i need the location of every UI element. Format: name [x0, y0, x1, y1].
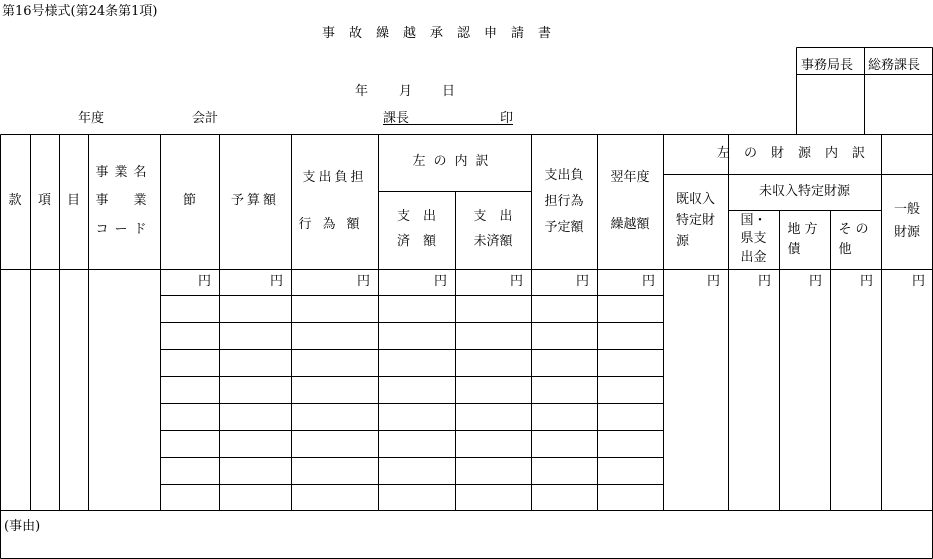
account-label: 会計 [192, 111, 219, 126]
col-shishutsu: 支出負担 行為額 [298, 169, 371, 232]
section-chief-label: 課長 [383, 111, 410, 126]
col-kurikoshi: 翌年度 繰越額 [610, 169, 650, 232]
unit-kurikoshi: 円 [642, 274, 656, 289]
approval-head-label: 事務局長 [801, 58, 854, 73]
unit-ippan: 円 [912, 274, 926, 289]
col-kishu: 既収入 特定財 源 [675, 192, 715, 249]
col-ippan: 一般 財源 [893, 202, 920, 240]
approval-manager-label: 総務課長 [868, 58, 921, 73]
unit-chiho: 円 [809, 274, 823, 289]
date-month: 月 [399, 84, 413, 99]
col-chiho: 地方 債 [787, 222, 822, 257]
seal-label: 印 [499, 111, 513, 126]
col-kuni: 国・ 県支 出金 [740, 213, 767, 265]
date-year: 年 [355, 84, 369, 99]
unit-shishutsuzumi: 円 [434, 274, 448, 289]
date-day: 日 [442, 84, 456, 99]
unit-setsu: 円 [198, 274, 212, 289]
unit-kishu: 円 [707, 274, 721, 289]
form-title: 事故繰越承認申請書 [322, 26, 566, 41]
unit-yosan: 円 [270, 274, 284, 289]
unit-shishutsu: 円 [357, 274, 371, 289]
col-jigyo: 事業名 事 業 コード [95, 164, 153, 237]
fiscal-year-label: 年度 [78, 111, 105, 126]
col-uchiwake: 左の内訳 [412, 154, 497, 170]
col-yotei: 支出負 担行為 予定額 [544, 167, 584, 235]
col-mizai: 支 出 未済額 [473, 209, 513, 249]
unit-sonota: 円 [860, 274, 874, 289]
unit-mizai: 円 [510, 274, 524, 289]
col-kou: 項 [37, 193, 51, 209]
col-zaigen: 左の財源内訳 [716, 145, 879, 161]
col-moku: 目 [66, 193, 80, 209]
form-number: 第16号様式(第24条第1項) [2, 4, 158, 19]
section-chief-field [383, 107, 513, 125]
col-setsu: 節 [182, 193, 196, 209]
unit-yotei: 円 [576, 274, 590, 289]
col-yosan: 予算額 [230, 193, 279, 209]
col-mishu: 未収入特定財源 [758, 183, 850, 199]
unit-kuni: 円 [758, 274, 772, 289]
col-shishutsuzumi: 支 出 済 額 [396, 209, 436, 249]
col-kan: 款 [8, 193, 22, 209]
col-sonota: その 他 [838, 222, 873, 257]
reason-label: (事由) [4, 519, 41, 534]
